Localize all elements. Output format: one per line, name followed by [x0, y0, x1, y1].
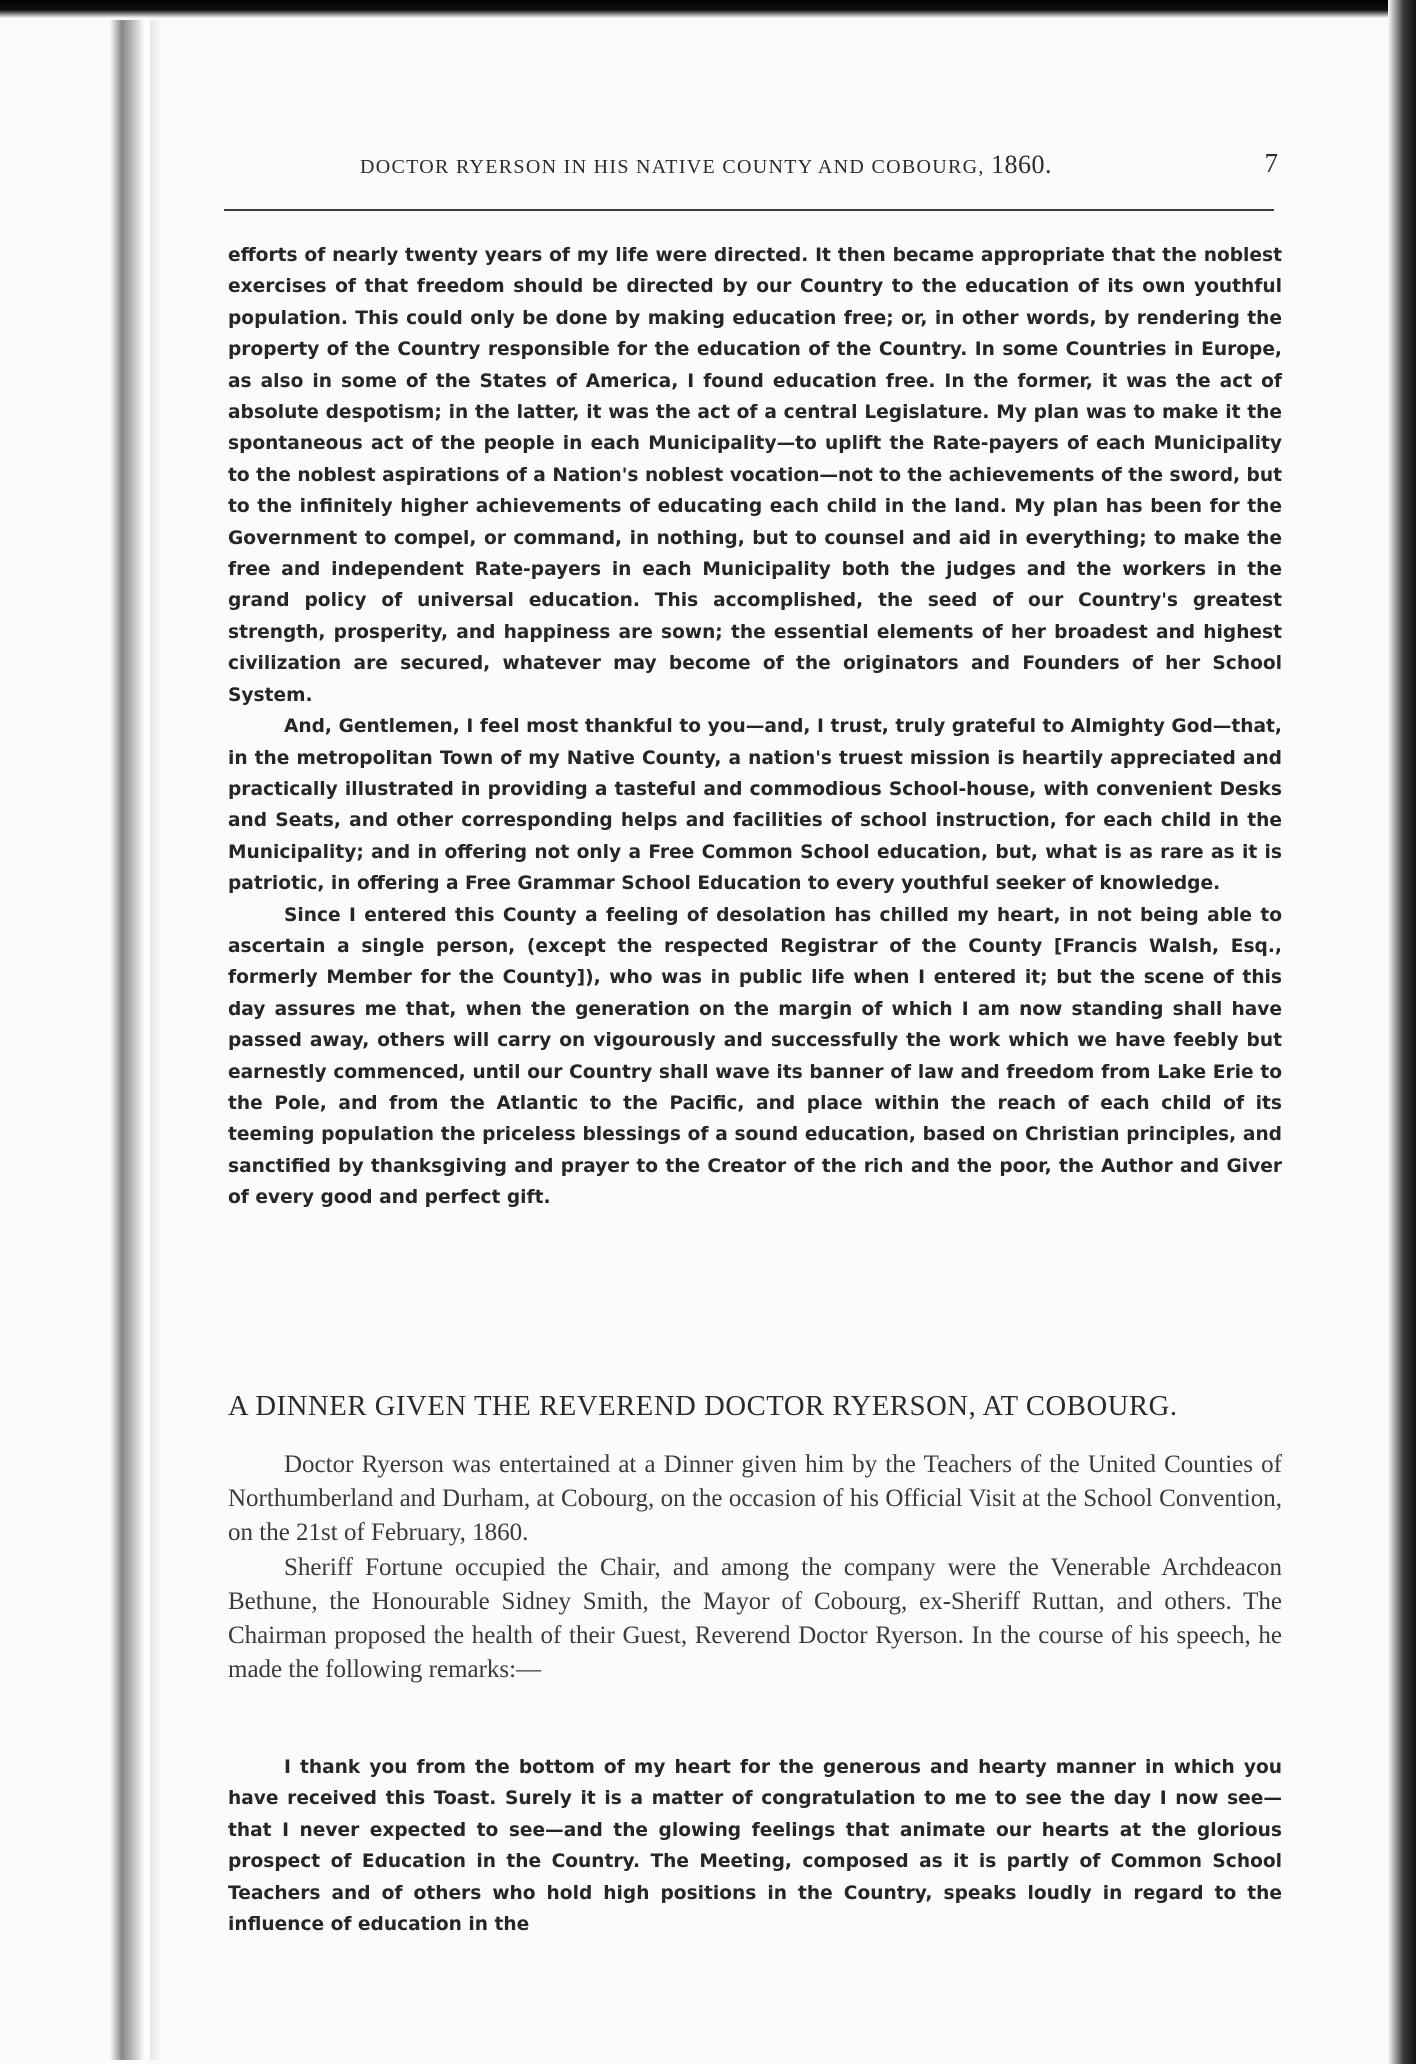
speech-paragraph: And, Gentlemen, I feel most thankful to you—and, I trust, truly grateful to Almighty God—that, in the metropolitan Town of my Native County, a nation's truest mission is heartily appreciated and practically illustrated in providing a tasteful and commodious School-house, with convenient Desks and Seats, and other corresponding helps and facilities of school instruction, for each child in the Municipality; and in offering not only a Free Common School education, but, what is as rare as it is patriotic, in offering a Free Grammar School Education to every youthful seeker of knowledge. [228, 716, 1282, 895]
scan-right-edge [1388, 0, 1416, 2064]
binding-gutter-shadow [110, 20, 144, 2060]
running-header [222, 148, 1282, 188]
running-title-year: 1860. [990, 150, 1052, 179]
speech-paragraph: efforts of nearly twenty years of my life were directed. It then became appropriate that the noblest exercises of that freedom should be directed by our Country to the education of its own youthful population. This could only be done by making education free; or, in other words, by rendering the property of the Country responsible for the education of the Country. In some Countries in Europe, as also in some of the States of America, I found education free. In the former, it was the act of absolute despotism; in the latter, it was the act of a central Legislature. My plan was to make it the spontaneous act of the people in each Municipality—to uplift the Rate-payers of each Municipality to the noblest aspirations of a Nation's noblest vocation—not to the achievements of the sword, but to the infinitely higher achievements of educating each child in the land. My plan has been for the Government to compel, or command, in nothing, but to counsel and aid in everything; to make the free and independent Rate-payers in each Municipality both the judges and the workers in the grand policy of universal education. This accomplished, the seed of our Country's greatest strength, prosperity, and happiness are sown; the essential elements of her broadest and highest civilization are secured, whatever may become of the originators and Founders of her School System. [228, 245, 1282, 706]
speech-continued [228, 240, 1282, 1214]
header-rule [224, 209, 1274, 211]
page-number: 7 [1264, 148, 1278, 178]
section-heading: A DINNER GIVEN THE REVEREND DOCTOR RYERSON, AT COBOURG. [228, 1391, 1178, 1422]
scan-top-edge [0, 0, 1416, 18]
narrative-paragraph: Sheriff Fortune occupied the Chair, and among the company were the Venerable Archdeacon Bethune, the Honourable Sidney Smith, the Mayor of Cobourg, ex-Sheriff Ruttan, and others. The Chairman proposed the health of their Guest, Reverend Doctor Ryerson. In the course of his speech, he made the following remarks:— [228, 1553, 1282, 1684]
running-title-text: DOCTOR RYERSON IN HIS NATIVE COUNTY AND COBOURG, [360, 156, 985, 178]
narrative-paragraph: Doctor Ryerson was entertained at a Dinner given him by the Teachers of the United Counties of Northumberland and Durham, at Cobourg, on the occasion of his Official Visit at the School Convention, on the 21st of February, 1860. [228, 1451, 1282, 1547]
speech-paragraph: Since I entered this County a feeling of desolation has chilled my heart, in not being able to ascertain a single person, (except the respected Registrar of the County [Francis Walsh, Esq., formerly Member for the County]), who was in public life when I entered it; but the scene of this day assures me that, when the generation on the margin of which I am now standing shall have passed away, others will carry on vigourously and successfully the work which we have feebly but earnestly commenced, until our Country shall wave its banner of law and freedom from Lake Erie to the Pole, and from the Atlantic to the Pacific, and place within the reach of each child of its teeming population the priceless blessings of a sound education, based on Christian principles, and sanctified by thanksgiving and prayer to the Creator of the rich and the poor, the Author and Giver of every good and perfect gift. [228, 904, 1282, 1209]
dinner-speech [228, 1752, 1282, 1940]
running-title [360, 150, 1052, 180]
section-narrative [228, 1448, 1282, 1687]
binding-gutter-fade [150, 20, 162, 2060]
speech-paragraph: I thank you from the bottom of my heart for the generous and hearty manner in which you have received this Toast. Surely it is a matter of congratulation to me to see the day I now see—that I never expected to see—and the glowing feelings that animate our hearts at the glorious prospect of Education in the Country. The Meeting, composed as it is partly of Common School Teachers and of others who hold high positions in the Country, speaks loudly in regard to the influence of education in the [228, 1757, 1282, 1936]
